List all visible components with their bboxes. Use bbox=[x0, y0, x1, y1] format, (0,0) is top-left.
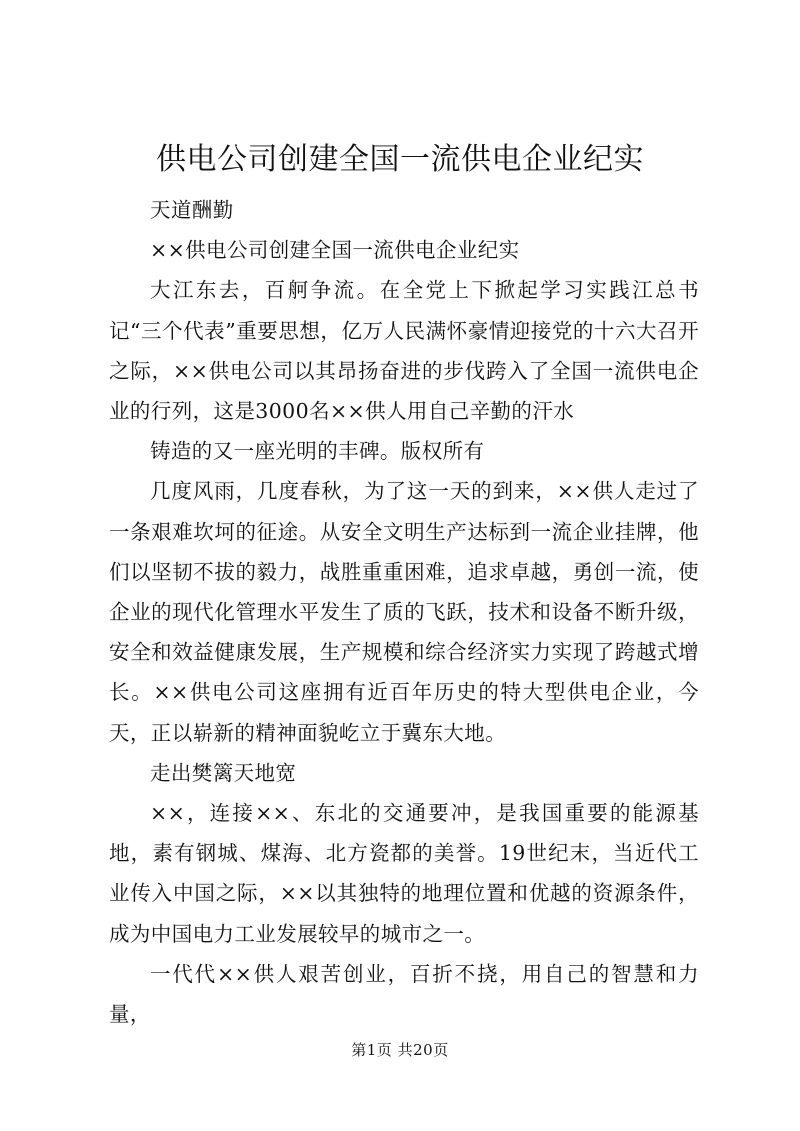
paragraph-monument: 铸造的又一座光明的丰碑。版权所有 bbox=[150, 439, 485, 464]
section-heading: 走出樊篱天地宽 bbox=[150, 760, 297, 785]
paragraph-subtitle-heading: ××供电公司创建全国一流供电企业纪实 bbox=[150, 238, 520, 263]
page-number-footer: 第1页 共20页 bbox=[351, 1041, 449, 1059]
paragraph-history: 几度风雨，几度春秋，为了这一天的到来，××供人走过了一条艰难坎坷的征途。从安全文明生产达标到一流企业挂牌，他们以坚韧不拔的毅力，战胜重重困难，追求卓越，勇创一流，使企业的现代化管理水平发生了质的飞跃，技术和设备不断升级，安全和效益健康发展，生产规模和综合经济实力实现了跨越式增长。××供电公司这座拥有近百年历史的特大型供电企业，今天，正以崭新的精神面貌屹立于冀东大地。 bbox=[109, 479, 699, 745]
paragraph-location: ××，连接××、东北的交通要冲，是我国重要的能源基地，素有钢城、煤海、北方瓷都的美誉。19世纪末，当近代工业传入中国之际，××以其独特的地理位置和优越的资源条件，成为中国电力工业发展较早的城市之一。 bbox=[109, 801, 699, 946]
paragraph-subtitle-motto: 天道酬勤 bbox=[150, 198, 234, 222]
paragraph-generations: 一代代××供人艰苦创业，百折不挠，用自己的智慧和力量， bbox=[109, 961, 699, 1027]
document-title: 供电公司创建全国一流供电企业纪实 bbox=[156, 142, 644, 177]
document-body bbox=[109, 190, 699, 1034]
paragraph-intro: 大江东去，百舸争流。在全党上下掀起学习实践江总书记“三个代表”重要思想，亿万人民满怀豪情迎接党的十六大召开之际，××供电公司以其昂扬奋进的步伐跨入了全国一流供电企业的行列，这是3000名××供人用自己辛勤的汗水 bbox=[109, 278, 699, 424]
